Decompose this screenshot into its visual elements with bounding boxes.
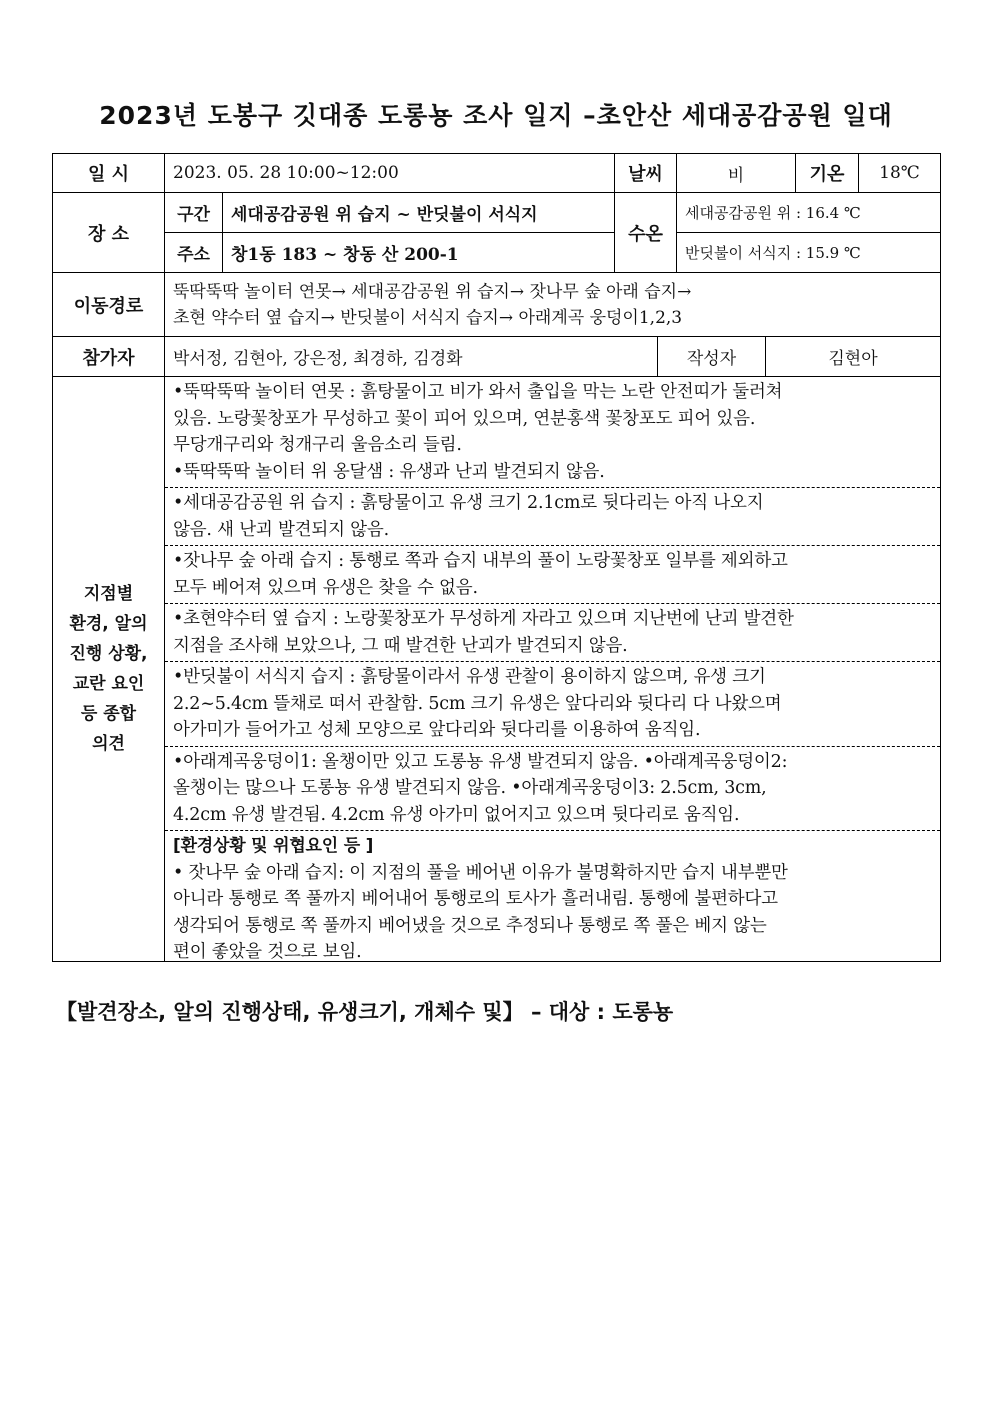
note-line: 생각되어 통행로 쪽 풀까지 베어냈을 것으로 추정되나 통행로 쪽 풀은 베지 않는 [173,915,767,936]
water-temp-park: 세대공감공원 위 : 16.4 ℃ [676,192,941,233]
temperature-value: 18℃ [858,153,941,193]
document-title: 2023년 도봉구 깃대종 도롱뇽 조사 일지 –초안산 세대공감공원 일대 [99,101,893,130]
route-label: 이동경로 [52,272,165,337]
note-line: •세대공감공원 위 습지 : 흙탕물이고 유생 크기 2.1cm로 뒷다리는 아직 나오지 [173,493,764,513]
note-line: 아가미가 들어가고 성체 모양으로 앞다리와 뒷다리를 이용하여 움직임. [173,720,701,740]
note-line: • 잣나무 숲 아래 습지: 이 지점의 풀을 베어낸 이유가 불명확하지만 습지 내부뿐만 [173,862,788,883]
note-block-spring-wetland [165,604,940,662]
place-label: 장 소 [52,192,165,273]
note-block-playground [165,377,940,488]
note-line: 있음. 노랑꽃창포가 무성하고 꽃이 피어 있으며, 연분홍색 꽃창포도 피어 있음. [173,408,756,429]
note-block-environment [165,831,940,968]
note-line: 않음. 새 난괴 발견되지 않음. [173,519,389,540]
notes-label-line: 환경, 알의 [69,614,148,634]
writer-value: 김현아 [765,336,941,377]
datetime-value: 2023. 05. 28 10:00~12:00 [164,153,615,193]
environment-heading: [환경상황 및 위협요인 등 ] [173,836,374,856]
note-line: 모두 베어져 있으며 유생은 찾을 수 없음. [173,577,478,598]
note-line: 편이 좋았을 것으로 보임. [173,942,362,962]
section-heading: 【발견장소, 알의 진행상태, 유생크기, 개체수 및】 – 대상 : 도롱뇽 [56,1000,674,1024]
note-block-valley-pools [165,747,940,832]
route-value [164,272,941,337]
note-line: 2.2~5.4cm 뜰채로 떠서 관찰함. 5cm 크기 유생은 앞다리와 뒷다리 다 나왔으며 [173,693,782,714]
note-block-park-wetland [165,488,940,546]
participants-value: 박서정, 김현아, 강은정, 최경하, 김경화 [164,336,658,377]
note-line: 올챙이는 많으나 도롱뇽 유생 발견되지 않음. •아래계곡웅덩이3: 2.5cm, 3cm, [173,778,767,798]
address-label: 주소 [164,232,223,273]
water-temp-label: 수온 [614,192,677,273]
note-block-pine-wetland [165,546,940,604]
writer-label: 작성자 [657,336,766,377]
route-line-2: 초현 약수터 옆 습지→ 반딧불이 서식지 습지→ 아래계곡 웅덩이1,2,3 [173,307,683,328]
address-value: 창1동 183 ~ 창동 산 200-1 [222,232,615,273]
note-line: •뚝딱뚝딱 놀이터 위 옹달샘 : 유생과 난괴 발견되지 않음. [173,461,605,482]
notes-content [164,376,941,962]
note-line: •초현약수터 옆 습지 : 노랑꽃창포가 무성하게 자라고 있으며 지난번에 난괴 발견한 [173,609,794,629]
participants-label: 참가자 [52,336,165,377]
note-line: •반딧불이 서식지 습지 : 흙탕물이라서 유생 관찰이 용이하지 않으며, 유생 크기 [173,667,766,687]
note-line: 아니라 통행로 쪽 풀까지 베어내어 통행로의 토사가 흘러내림. 통행에 불편하다고 [173,889,778,909]
weather-label: 날씨 [614,153,677,193]
section-value: 세대공감공원 위 습지 ~ 반딧불이 서식지 [222,192,615,233]
water-temp-firefly: 반딧불이 서식지 : 15.9 ℃ [676,232,941,273]
note-line: 무당개구리와 청개구리 울음소리 들림. [173,435,462,455]
note-line: 4.2cm 유생 발견됨. 4.2cm 유생 아가미 없어지고 있으며 뒷다리로 움직임. [173,804,740,825]
route-line-1: 뚝딱뚝딱 놀이터 연못→ 세대공감공원 위 습지→ 잣나무 숲 아래 습지→ [173,281,692,302]
datetime-label: 일 시 [52,153,165,193]
notes-label-line: 교란 요인 [72,674,145,694]
notes-label-line: 의견 [92,734,125,754]
section-label: 구간 [164,192,223,233]
note-line: •아래계곡웅덩이1: 올챙이만 있고 도롱뇽 유생 발견되지 않음. •아래계곡웅덩이2: [173,751,788,772]
notes-label [52,376,165,962]
note-line: •뚝딱뚝딱 놀이터 연못 : 흙탕물이고 비가 와서 출입을 막는 노란 안전띠가 둘러쳐 [173,382,783,402]
notes-label-line: 등 종합 [80,704,137,724]
notes-label-line: 지점별 [83,584,134,604]
note-line: •잣나무 숲 아래 습지 : 통행로 쪽과 습지 내부의 풀이 노랑꽃창포 일부를 제외하고 [173,551,788,571]
weather-value: 비 [676,153,796,193]
note-block-firefly-wetland [165,662,940,747]
temperature-label: 기온 [795,153,859,193]
notes-label-line: 진행 상황, [69,644,148,664]
note-line: 지점을 조사해 보았으나, 그 때 발견한 난괴가 발견되지 않음. [173,635,628,656]
